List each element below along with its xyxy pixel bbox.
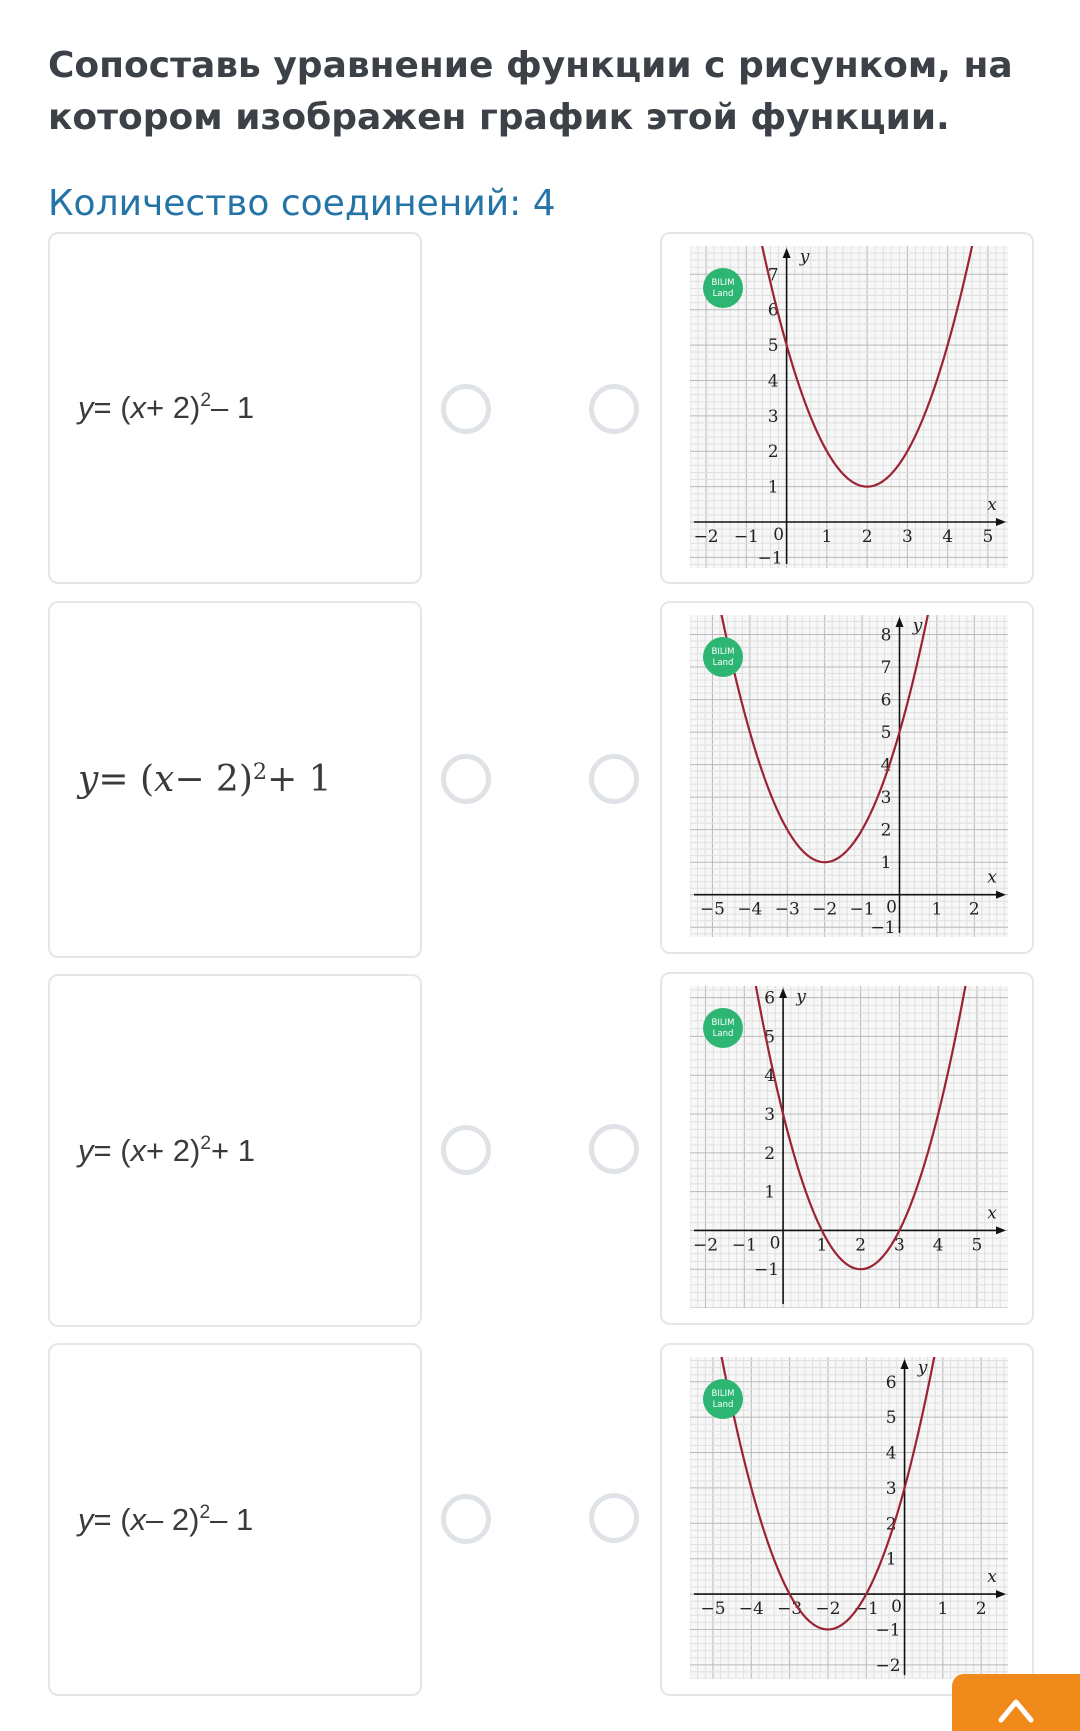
- parabola-graph-2: [690, 615, 1008, 937]
- x-tick-label: 2: [855, 1235, 867, 1256]
- x-tick-label: 2: [861, 527, 873, 547]
- svg-text:BILIM: BILIM: [711, 1389, 735, 1399]
- y-tick-label: 6: [885, 1372, 897, 1393]
- y-tick-label: −1: [757, 548, 783, 568]
- graph-card-4[interactable]: [660, 1343, 1034, 1696]
- equation-3: y = ( x + 2) $^2$ + 1: [78, 1132, 255, 1168]
- x-axis-label: x: [987, 1567, 997, 1588]
- svg-text:BILIM: BILIM: [711, 1018, 735, 1028]
- y-tick-label: 6: [880, 690, 892, 711]
- x-axis-label: x: [987, 1203, 997, 1224]
- parabola-graph-3: [690, 986, 1008, 1308]
- y-tick-label: −1: [870, 918, 896, 937]
- origin-label: 0: [886, 897, 897, 918]
- y-tick-label: −2: [875, 1655, 901, 1676]
- y-tick-label: 1: [767, 477, 779, 498]
- x-tick-label: −1: [853, 1599, 879, 1620]
- x-tick-label: 3: [894, 1235, 905, 1256]
- y-tick-label: 2: [885, 1514, 897, 1535]
- y-tick-label: 3: [767, 406, 779, 427]
- y-tick-label: 2: [880, 820, 892, 841]
- y-tick-label: 7: [767, 265, 779, 286]
- bilim-land-logo: [703, 1379, 743, 1419]
- svg-text:Land: Land: [712, 289, 734, 299]
- y-axis-label: y: [799, 247, 810, 267]
- x-tick-label: 5: [982, 527, 994, 547]
- x-tick-label: 1: [816, 1235, 828, 1256]
- x-tick-label: −5: [700, 1599, 726, 1620]
- x-tick-label: −2: [812, 899, 838, 920]
- y-tick-label: 2: [764, 1143, 776, 1164]
- x-tick-label: −1: [733, 527, 759, 547]
- x-tick-label: 2: [975, 1599, 987, 1620]
- bilim-land-logo: [703, 268, 743, 308]
- graph-2-connector[interactable]: [589, 754, 639, 804]
- scroll-up-button[interactable]: [952, 1674, 1080, 1731]
- y-tick-label: 4: [880, 755, 892, 776]
- x-tick-label: −3: [777, 1599, 803, 1620]
- equation-2: y = ( x − 2) $^2$ + 1: [78, 758, 332, 800]
- y-tick-label: 4: [885, 1443, 897, 1464]
- y-axis-label: y: [796, 987, 806, 1007]
- connections-count: Количество соединений: 4: [48, 183, 556, 224]
- y-tick-label: 5: [767, 336, 779, 357]
- y-tick-label: 1: [880, 853, 892, 874]
- graph-card-3[interactable]: [660, 972, 1034, 1325]
- x-tick-label: 1: [937, 1599, 949, 1620]
- equation-card-4[interactable]: [48, 1343, 422, 1696]
- y-tick-label: 3: [764, 1105, 776, 1126]
- equation-1-connector[interactable]: [441, 384, 491, 434]
- x-tick-label: 1: [821, 527, 833, 547]
- graph-card-1[interactable]: [660, 232, 1034, 584]
- graph-3-connector[interactable]: [589, 1124, 639, 1174]
- y-tick-label: 5: [885, 1408, 897, 1429]
- y-tick-label: 6: [764, 988, 776, 1009]
- graph-card-2[interactable]: [660, 601, 1034, 954]
- equation-card-1[interactable]: [48, 232, 422, 584]
- svg-text:Land: Land: [712, 658, 734, 668]
- x-tick-label: 4: [942, 527, 954, 547]
- equation-card-2[interactable]: [48, 601, 422, 958]
- y-tick-label: 1: [885, 1549, 897, 1570]
- y-tick-label: −1: [875, 1620, 901, 1641]
- equation-1: y = ( x + 2) $^2$ – 1: [78, 390, 255, 425]
- svg-text:BILIM: BILIM: [711, 647, 735, 657]
- x-tick-label: −1: [731, 1235, 757, 1256]
- y-tick-label: 8: [880, 625, 892, 646]
- y-tick-label: 3: [885, 1478, 897, 1499]
- bilim-land-logo: [703, 637, 743, 677]
- y-tick-label: 5: [880, 723, 892, 744]
- origin-label: 0: [891, 1597, 902, 1618]
- x-axis-label: x: [987, 495, 997, 515]
- x-tick-label: −2: [815, 1599, 841, 1620]
- equation-card-3[interactable]: [48, 974, 422, 1327]
- origin-label: 0: [769, 1233, 781, 1254]
- parabola-graph-1: [690, 246, 1008, 568]
- chevron-up-icon: [996, 1694, 1036, 1724]
- x-tick-label: −3: [774, 899, 800, 920]
- x-tick-label: −1: [849, 899, 875, 920]
- svg-text:Land: Land: [712, 1029, 734, 1039]
- equation-4: y = ( x – 2) $^2$ – 1: [78, 1501, 254, 1537]
- bilim-land-logo: [703, 1008, 743, 1048]
- x-tick-label: 2: [968, 899, 980, 920]
- equation-4-connector[interactable]: [441, 1494, 491, 1544]
- svg-text:BILIM: BILIM: [711, 278, 735, 288]
- graph-1-connector[interactable]: [589, 384, 639, 434]
- page-title: Сопоставь уравнение функции с рисунком, на котором изображен график этой функции.: [48, 45, 1013, 138]
- y-tick-label: 3: [880, 788, 892, 809]
- y-tick-label: 6: [767, 300, 779, 321]
- x-tick-label: 5: [971, 1235, 983, 1256]
- equation-3-connector[interactable]: [441, 1125, 491, 1175]
- y-tick-label: 7: [880, 658, 892, 679]
- y-tick-label: 1: [764, 1182, 776, 1203]
- x-tick-label: −5: [699, 899, 725, 920]
- y-tick-label: 4: [764, 1066, 776, 1087]
- x-axis-label: x: [987, 867, 997, 888]
- origin-label: 0: [773, 525, 785, 545]
- y-axis-label: y: [917, 1358, 928, 1378]
- y-tick-label: 4: [767, 371, 779, 392]
- equation-2-connector[interactable]: [441, 754, 491, 804]
- y-tick-label: 2: [767, 442, 779, 463]
- y-tick-label: −1: [754, 1260, 780, 1281]
- x-tick-label: 1: [931, 899, 943, 920]
- x-tick-label: −4: [738, 1599, 764, 1620]
- parabola-graph-4: [690, 1357, 1008, 1679]
- y-axis-label: y: [912, 616, 923, 636]
- x-tick-label: −4: [737, 899, 763, 920]
- svg-text:Land: Land: [712, 1400, 734, 1410]
- x-tick-label: −2: [693, 527, 719, 547]
- y-tick-label: 5: [764, 1027, 776, 1048]
- x-tick-label: 4: [932, 1235, 944, 1256]
- x-tick-label: −2: [692, 1235, 719, 1256]
- x-tick-label: 3: [901, 527, 913, 547]
- graph-4-connector[interactable]: [589, 1493, 639, 1543]
